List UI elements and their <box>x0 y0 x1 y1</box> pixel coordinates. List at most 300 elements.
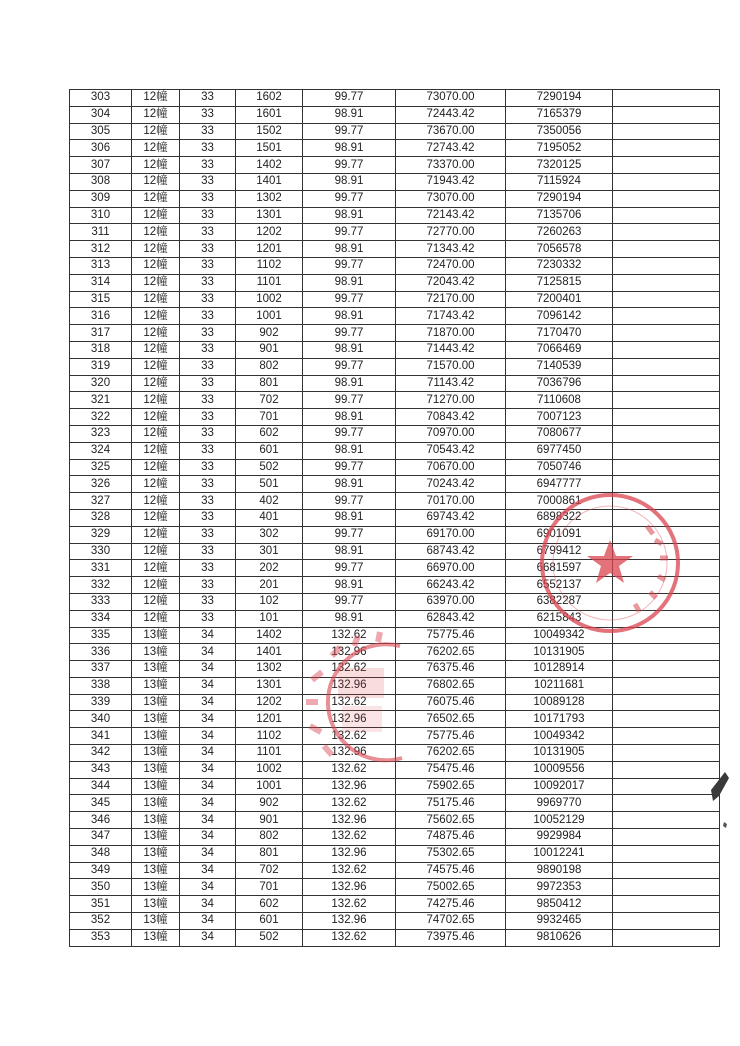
table-cell: 98.91 <box>303 476 396 493</box>
table-cell: 602 <box>236 896 303 913</box>
table-cell <box>613 442 720 459</box>
table-cell: 343 <box>70 761 132 778</box>
table-cell: 10131905 <box>506 745 613 762</box>
table-cell: 7096142 <box>506 308 613 325</box>
table-cell: 132.62 <box>303 929 396 946</box>
table-row <box>70 375 720 392</box>
table-cell: 74575.46 <box>396 862 506 879</box>
table-cell: 328 <box>70 509 132 526</box>
table-cell <box>613 677 720 694</box>
table-cell: 10211681 <box>506 677 613 694</box>
table-cell: 33 <box>180 526 236 543</box>
table-cell: 7350056 <box>506 123 613 140</box>
table-cell: 33 <box>180 291 236 308</box>
table-cell: 10052129 <box>506 812 613 829</box>
table-cell: 310 <box>70 207 132 224</box>
table-cell <box>613 224 720 241</box>
table-cell: 98.91 <box>303 106 396 123</box>
table-cell: 34 <box>180 761 236 778</box>
table-cell: 99.77 <box>303 560 396 577</box>
table-cell: 6681597 <box>506 560 613 577</box>
table-cell: 33 <box>180 157 236 174</box>
table-cell: 33 <box>180 459 236 476</box>
table-cell: 34 <box>180 795 236 812</box>
table-cell: 10012241 <box>506 845 613 862</box>
table-cell: 34 <box>180 929 236 946</box>
table-cell: 9972353 <box>506 879 613 896</box>
table-cell: 12幢 <box>132 341 180 358</box>
table-row <box>70 123 720 140</box>
table-cell: 33 <box>180 509 236 526</box>
table-cell: 99.77 <box>303 392 396 409</box>
table-cell: 319 <box>70 358 132 375</box>
table-cell <box>613 845 720 862</box>
table-cell: 75175.46 <box>396 795 506 812</box>
table-cell: 12幢 <box>132 224 180 241</box>
table-cell <box>613 375 720 392</box>
table-cell: 98.91 <box>303 409 396 426</box>
table-cell <box>613 241 720 258</box>
table-cell: 13幢 <box>132 644 180 661</box>
table-row <box>70 291 720 308</box>
table-cell: 33 <box>180 224 236 241</box>
table-cell: 33 <box>180 425 236 442</box>
table-cell: 1201 <box>236 711 303 728</box>
table-cell <box>613 795 720 812</box>
table-cell: 98.91 <box>303 274 396 291</box>
table-cell <box>613 829 720 846</box>
table-cell: 7320125 <box>506 157 613 174</box>
table-cell: 7066469 <box>506 341 613 358</box>
table-row <box>70 929 720 946</box>
table-cell: 326 <box>70 476 132 493</box>
table-cell: 318 <box>70 341 132 358</box>
table-cell: 73670.00 <box>396 123 506 140</box>
table-cell: 1101 <box>236 745 303 762</box>
table-row <box>70 425 720 442</box>
table-cell: 351 <box>70 896 132 913</box>
table-cell: 132.62 <box>303 661 396 678</box>
table-cell: 69743.42 <box>396 509 506 526</box>
table-cell: 320 <box>70 375 132 392</box>
table-cell: 12幢 <box>132 593 180 610</box>
table-cell: 33 <box>180 358 236 375</box>
table-cell: 12幢 <box>132 610 180 627</box>
table-cell: 344 <box>70 778 132 795</box>
table-cell: 10049342 <box>506 627 613 644</box>
table-cell: 13幢 <box>132 661 180 678</box>
table-cell: 12幢 <box>132 325 180 342</box>
table-cell <box>613 913 720 930</box>
table-cell: 331 <box>70 560 132 577</box>
table-cell: 12幢 <box>132 123 180 140</box>
table-cell: 7195052 <box>506 140 613 157</box>
table-cell <box>613 694 720 711</box>
table-cell: 308 <box>70 173 132 190</box>
table-cell: 99.77 <box>303 493 396 510</box>
table-cell: 74275.46 <box>396 896 506 913</box>
table-cell: 7036796 <box>506 375 613 392</box>
ink-blot-mark <box>708 768 732 833</box>
table-cell: 72470.00 <box>396 257 506 274</box>
table-row <box>70 140 720 157</box>
table-cell: 132.62 <box>303 728 396 745</box>
table-cell <box>613 106 720 123</box>
table-cell <box>613 190 720 207</box>
table-cell: 9850412 <box>506 896 613 913</box>
table-cell: 601 <box>236 913 303 930</box>
table-row <box>70 274 720 291</box>
official-seal-stamp <box>535 488 685 638</box>
table-cell: 1301 <box>236 207 303 224</box>
table-cell: 701 <box>236 409 303 426</box>
table-cell: 33 <box>180 274 236 291</box>
table-cell: 322 <box>70 409 132 426</box>
table-cell: 75002.65 <box>396 879 506 896</box>
table-cell: 13幢 <box>132 829 180 846</box>
table-cell: 10131905 <box>506 644 613 661</box>
table-cell <box>613 745 720 762</box>
table-cell: 6382287 <box>506 593 613 610</box>
table-cell: 99.77 <box>303 257 396 274</box>
table-cell: 71570.00 <box>396 358 506 375</box>
table-cell <box>613 812 720 829</box>
table-cell: 311 <box>70 224 132 241</box>
table-cell: 306 <box>70 140 132 157</box>
table-cell: 348 <box>70 845 132 862</box>
table-cell: 1402 <box>236 157 303 174</box>
table-cell <box>613 207 720 224</box>
table-cell: 307 <box>70 157 132 174</box>
table-cell: 13幢 <box>132 711 180 728</box>
table-cell: 71343.42 <box>396 241 506 258</box>
table-row <box>70 442 720 459</box>
table-cell: 13幢 <box>132 862 180 879</box>
table-cell <box>613 173 720 190</box>
table-cell: 346 <box>70 812 132 829</box>
table-cell: 1002 <box>236 761 303 778</box>
table-cell: 13幢 <box>132 778 180 795</box>
table-cell: 12幢 <box>132 257 180 274</box>
table-cell: 9890198 <box>506 862 613 879</box>
table-cell: 338 <box>70 677 132 694</box>
table-cell: 342 <box>70 745 132 762</box>
table-cell: 72743.42 <box>396 140 506 157</box>
table-cell: 132.62 <box>303 862 396 879</box>
table-cell <box>613 308 720 325</box>
table-row <box>70 862 720 879</box>
table-cell: 99.77 <box>303 291 396 308</box>
table-cell: 332 <box>70 577 132 594</box>
table-row <box>70 896 720 913</box>
table-cell: 1501 <box>236 140 303 157</box>
table-row <box>70 157 720 174</box>
table-cell: 98.91 <box>303 543 396 560</box>
table-cell: 72770.00 <box>396 224 506 241</box>
table-cell: 6901091 <box>506 526 613 543</box>
table-cell: 336 <box>70 644 132 661</box>
table-cell: 98.91 <box>303 308 396 325</box>
table-cell: 901 <box>236 812 303 829</box>
table-cell: 12幢 <box>132 425 180 442</box>
table-row <box>70 778 720 795</box>
table-cell: 99.77 <box>303 459 396 476</box>
table-cell: 349 <box>70 862 132 879</box>
table-row <box>70 224 720 241</box>
table-row <box>70 241 720 258</box>
table-cell: 12幢 <box>132 241 180 258</box>
table-cell: 13幢 <box>132 627 180 644</box>
table-row <box>70 325 720 342</box>
table-cell: 33 <box>180 173 236 190</box>
table-cell: 1302 <box>236 661 303 678</box>
table-cell: 71270.00 <box>396 392 506 409</box>
table-cell: 901 <box>236 341 303 358</box>
table-cell: 9969770 <box>506 795 613 812</box>
table-cell: 132.62 <box>303 694 396 711</box>
table-cell: 99.77 <box>303 123 396 140</box>
table-cell <box>613 929 720 946</box>
table-cell <box>613 425 720 442</box>
table-cell: 502 <box>236 929 303 946</box>
table-cell: 33 <box>180 241 236 258</box>
table-cell: 132.62 <box>303 761 396 778</box>
table-cell: 33 <box>180 257 236 274</box>
table-cell: 34 <box>180 845 236 862</box>
table-cell: 12幢 <box>132 459 180 476</box>
table-cell: 10049342 <box>506 728 613 745</box>
table-cell <box>613 257 720 274</box>
table-cell: 72443.42 <box>396 106 506 123</box>
table-cell: 34 <box>180 778 236 795</box>
table-cell: 12幢 <box>132 509 180 526</box>
table-cell: 75902.65 <box>396 778 506 795</box>
table-cell: 99.77 <box>303 325 396 342</box>
table-cell: 501 <box>236 476 303 493</box>
table-cell: 70170.00 <box>396 493 506 510</box>
table-cell: 701 <box>236 879 303 896</box>
table-cell: 303 <box>70 90 132 107</box>
table-cell: 33 <box>180 577 236 594</box>
table-cell: 7125815 <box>506 274 613 291</box>
table-cell: 335 <box>70 627 132 644</box>
table-cell <box>613 140 720 157</box>
table-cell: 1001 <box>236 308 303 325</box>
table-cell: 12幢 <box>132 140 180 157</box>
table-cell: 12幢 <box>132 190 180 207</box>
table-cell <box>613 274 720 291</box>
table-cell: 13幢 <box>132 677 180 694</box>
table-cell: 73370.00 <box>396 157 506 174</box>
table-cell: 132.62 <box>303 795 396 812</box>
table-cell: 347 <box>70 829 132 846</box>
table-cell <box>613 459 720 476</box>
table-cell: 12幢 <box>132 476 180 493</box>
table-cell: 1502 <box>236 123 303 140</box>
table-cell: 72143.42 <box>396 207 506 224</box>
table-cell: 10009556 <box>506 761 613 778</box>
table-row <box>70 829 720 846</box>
table-cell: 74702.65 <box>396 913 506 930</box>
table-cell: 76502.65 <box>396 711 506 728</box>
table-cell: 73070.00 <box>396 190 506 207</box>
table-cell: 9810626 <box>506 929 613 946</box>
table-cell: 34 <box>180 644 236 661</box>
table-cell: 1102 <box>236 728 303 745</box>
table-cell: 132.96 <box>303 879 396 896</box>
table-cell: 34 <box>180 677 236 694</box>
table-cell: 12幢 <box>132 358 180 375</box>
table-cell: 63970.00 <box>396 593 506 610</box>
table-cell: 12幢 <box>132 375 180 392</box>
table-cell: 99.77 <box>303 190 396 207</box>
table-cell: 66243.42 <box>396 577 506 594</box>
table-cell: 98.91 <box>303 375 396 392</box>
table-cell: 345 <box>70 795 132 812</box>
table-cell: 1101 <box>236 274 303 291</box>
table-cell: 337 <box>70 661 132 678</box>
table-cell: 1301 <box>236 677 303 694</box>
table-cell: 12幢 <box>132 442 180 459</box>
table-cell: 99.77 <box>303 224 396 241</box>
table-cell: 12幢 <box>132 308 180 325</box>
table-cell: 7165379 <box>506 106 613 123</box>
table-cell: 33 <box>180 593 236 610</box>
table-cell: 34 <box>180 694 236 711</box>
table-cell <box>613 358 720 375</box>
table-row <box>70 207 720 224</box>
table-cell: 34 <box>180 661 236 678</box>
table-cell <box>613 661 720 678</box>
table-cell: 12幢 <box>132 577 180 594</box>
table-cell: 10092017 <box>506 778 613 795</box>
table-cell: 33 <box>180 207 236 224</box>
table-cell: 34 <box>180 745 236 762</box>
table-cell: 6215843 <box>506 610 613 627</box>
table-cell: 301 <box>236 543 303 560</box>
table-cell: 34 <box>180 728 236 745</box>
table-cell: 10128914 <box>506 661 613 678</box>
table-cell: 801 <box>236 845 303 862</box>
table-cell: 9932465 <box>506 913 613 930</box>
table-cell: 1401 <box>236 173 303 190</box>
table-cell: 13幢 <box>132 896 180 913</box>
table-row <box>70 795 720 812</box>
table-cell: 401 <box>236 509 303 526</box>
table-cell: 76075.46 <box>396 694 506 711</box>
table-cell <box>613 392 720 409</box>
table-cell: 101 <box>236 610 303 627</box>
table-cell: 7056578 <box>506 241 613 258</box>
table-cell: 402 <box>236 493 303 510</box>
table-cell: 71870.00 <box>396 325 506 342</box>
table-cell: 99.77 <box>303 358 396 375</box>
table-cell: 10089128 <box>506 694 613 711</box>
table-row <box>70 341 720 358</box>
table-cell: 7135706 <box>506 207 613 224</box>
table-cell: 76202.65 <box>396 745 506 762</box>
table-cell: 34 <box>180 896 236 913</box>
table-cell: 98.91 <box>303 341 396 358</box>
table-cell: 71743.42 <box>396 308 506 325</box>
table-cell: 7170470 <box>506 325 613 342</box>
table-cell: 98.91 <box>303 241 396 258</box>
table-cell: 13幢 <box>132 694 180 711</box>
table-cell: 73975.46 <box>396 929 506 946</box>
table-cell: 7080677 <box>506 425 613 442</box>
table-cell: 98.91 <box>303 442 396 459</box>
table-cell: 33 <box>180 123 236 140</box>
table-cell: 98.91 <box>303 610 396 627</box>
table-cell: 98.91 <box>303 577 396 594</box>
table-cell: 99.77 <box>303 157 396 174</box>
table-cell: 12幢 <box>132 560 180 577</box>
table-cell: 70970.00 <box>396 425 506 442</box>
table-cell: 99.77 <box>303 526 396 543</box>
table-cell: 33 <box>180 90 236 107</box>
table-cell: 12幢 <box>132 274 180 291</box>
table-cell: 330 <box>70 543 132 560</box>
table-cell: 321 <box>70 392 132 409</box>
table-cell <box>613 123 720 140</box>
table-row <box>70 392 720 409</box>
table-cell <box>613 644 720 661</box>
table-cell: 34 <box>180 879 236 896</box>
table-cell: 76202.65 <box>396 644 506 661</box>
table-cell: 70670.00 <box>396 459 506 476</box>
table-cell: 75302.65 <box>396 845 506 862</box>
table-cell: 33 <box>180 106 236 123</box>
table-row <box>70 90 720 107</box>
table-cell: 34 <box>180 812 236 829</box>
table-cell: 12幢 <box>132 157 180 174</box>
table-cell: 13幢 <box>132 795 180 812</box>
table-cell: 132.96 <box>303 913 396 930</box>
table-cell: 72170.00 <box>396 291 506 308</box>
table-cell: 68743.42 <box>396 543 506 560</box>
table-cell: 98.91 <box>303 140 396 157</box>
table-cell: 1102 <box>236 257 303 274</box>
table-cell: 1001 <box>236 778 303 795</box>
table-cell: 602 <box>236 425 303 442</box>
table-row <box>70 257 720 274</box>
table-cell: 74875.46 <box>396 829 506 846</box>
table-cell <box>613 879 720 896</box>
table-row <box>70 459 720 476</box>
table-cell: 33 <box>180 392 236 409</box>
table-cell: 33 <box>180 442 236 459</box>
table-cell: 34 <box>180 913 236 930</box>
table-cell: 314 <box>70 274 132 291</box>
table-cell: 66970.00 <box>396 560 506 577</box>
table-cell: 7007123 <box>506 409 613 426</box>
table-cell: 13幢 <box>132 728 180 745</box>
table-cell: 7260263 <box>506 224 613 241</box>
table-cell: 1601 <box>236 106 303 123</box>
table-cell: 201 <box>236 577 303 594</box>
table-cell: 1201 <box>236 241 303 258</box>
table-cell: 702 <box>236 392 303 409</box>
table-cell: 12幢 <box>132 543 180 560</box>
table-cell: 13幢 <box>132 845 180 862</box>
table-cell: 75602.65 <box>396 812 506 829</box>
table-cell: 305 <box>70 123 132 140</box>
table-cell: 7115924 <box>506 173 613 190</box>
table-cell <box>613 778 720 795</box>
partial-seal-stamp <box>290 628 415 778</box>
table-cell: 70243.42 <box>396 476 506 493</box>
table-cell: 33 <box>180 610 236 627</box>
